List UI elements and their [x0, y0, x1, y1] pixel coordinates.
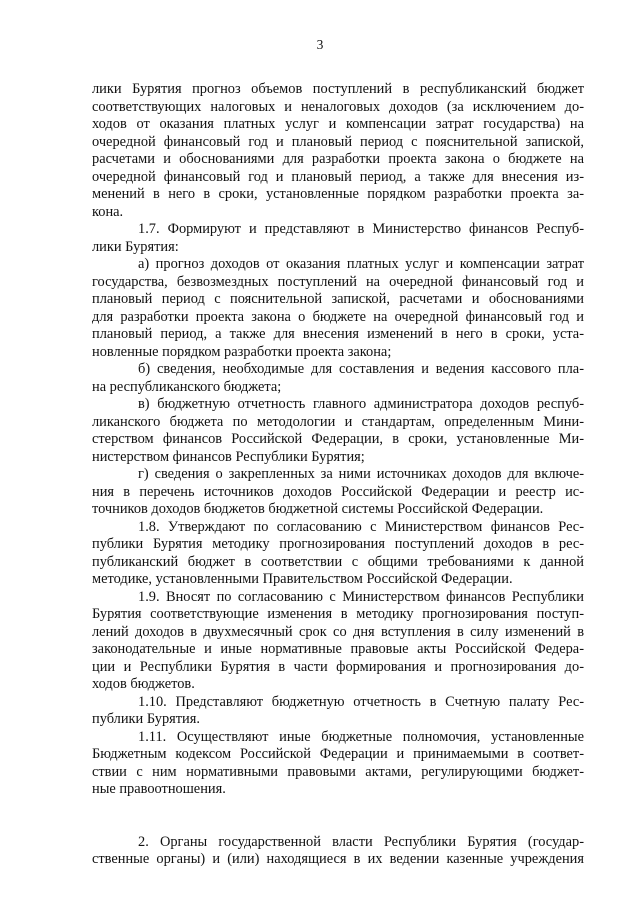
text-line: ликанского бюджета по методологии и стандартам, определенным Мини-: [92, 413, 584, 430]
text-line: плановый период с пояснительной запиской, расчетами и обоснованиями: [92, 291, 584, 307]
text-line: на республиканского бюджета;: [92, 378, 282, 395]
section-gap: [92, 799, 584, 834]
text-line: соответствующих налоговых и неналоговых доходов (за исключением до-: [92, 98, 584, 115]
page-number: 3: [316, 37, 324, 52]
text-line: лики Бурятия прогноз объемов поступлений в республиканский бюджет: [92, 81, 584, 97]
text-line: публики Бурятия методику прогнозирования поступлений доходов в рес-: [92, 536, 584, 552]
text-line: нистерством финансов Республики Бурятия;: [92, 448, 365, 465]
text-line: ные правоотношения.: [92, 781, 226, 797]
text-line: методике, установленными Правительством Российской Федерации.: [92, 571, 513, 587]
document-body: [92, 81, 584, 869]
clause-1-7-heading: 1.7. Формируют и представляют в Министерство финансов Респуб-: [138, 221, 584, 237]
text-line: ходов бюджетов.: [92, 676, 195, 692]
text-line: ции и Республики Бурятия в части формирования и прогнозирования до-: [92, 658, 584, 675]
text-line: законодательные и иные нормативные правовые акты Российской Федера-: [92, 641, 584, 657]
text-line: кона.: [92, 203, 124, 220]
item-v: в) бюджетную отчетность главного администратора доходов респуб-: [138, 396, 584, 412]
text-line: для разработки проекта закона о бюджете на очередной финансовый год и: [92, 308, 584, 325]
text-line: публики Бурятия.: [92, 711, 200, 727]
clause-1-10: 1.10. Представляют бюджетную отчетность в Счетную палату Рес-: [138, 693, 584, 710]
clause-1-8: 1.8. Утверждают по согласованию с Министерством финансов Рес-: [138, 518, 584, 535]
text-line: точников доходов бюджетов бюджетной системы Российской Федерации.: [92, 501, 544, 517]
text-line: очередной финансовый год и плановый период с пояснительной запиской,: [92, 133, 584, 150]
text-line: ственные органы) и (или) находящиеся в их ведении казенные учреждения: [92, 851, 584, 867]
text-line: государства, безвозмездных поступлений на очередной финансовый год и: [92, 273, 584, 290]
text-line: ствии с ним нормативными правовыми актами, регулирующими бюджет-: [92, 763, 584, 780]
text-line: стерством финансов Российской Федерации, в сроки, установленные Ми-: [92, 431, 584, 447]
text-line: новленные порядком разработки проекта закона;: [92, 343, 392, 360]
text-line: лики Бурятия:: [92, 238, 179, 255]
text-line: лений доходов в двухмесячный срок со дня вступления в силу изменений в: [92, 623, 584, 640]
item-g: г) сведения о закрепленных за ними источниках доходов для включе-: [138, 466, 584, 482]
clause-1-11: 1.11. Осуществляют иные бюджетные полномочия, установленные: [138, 728, 584, 745]
text-line: очередной финансовый год и плановый период, а также для внесения из-: [92, 168, 584, 185]
text-line: ния в перечень источников доходов Российской Федерации и реестр ис-: [92, 483, 584, 500]
text-line: Бюджетным кодексом Российской Федерации и принимаемыми в соответ-: [92, 746, 584, 762]
text-line: ходов от оказания платных услуг и компенсации затрат государства) на: [92, 116, 584, 132]
clause-1-9: 1.9. Вносят по согласованию с Министерством финансов Республики: [138, 588, 584, 605]
section-2-heading: 2. Органы государственной власти Республики Бурятия (государ-: [138, 833, 584, 850]
text-line: Бурятия соответствующие изменения в методику прогнозирования поступ-: [92, 606, 584, 622]
text-line: менений в него в сроки, установленные порядком разработки проекта за-: [92, 186, 584, 202]
text-line: публиканский бюджет в соответствии с общими требованиями к данной: [92, 553, 584, 570]
text-line: плановый период, а также для внесения изменений в него в сроки, уста-: [92, 326, 584, 342]
item-a: а) прогноз доходов от оказания платных услуг и компенсации затрат: [138, 256, 584, 272]
text-line: расчетами и обоснованиями для разработки проекта закона о бюджете на: [92, 151, 584, 167]
item-b: б) сведения, необходимые для составления и ведения кассового пла-: [138, 361, 584, 377]
